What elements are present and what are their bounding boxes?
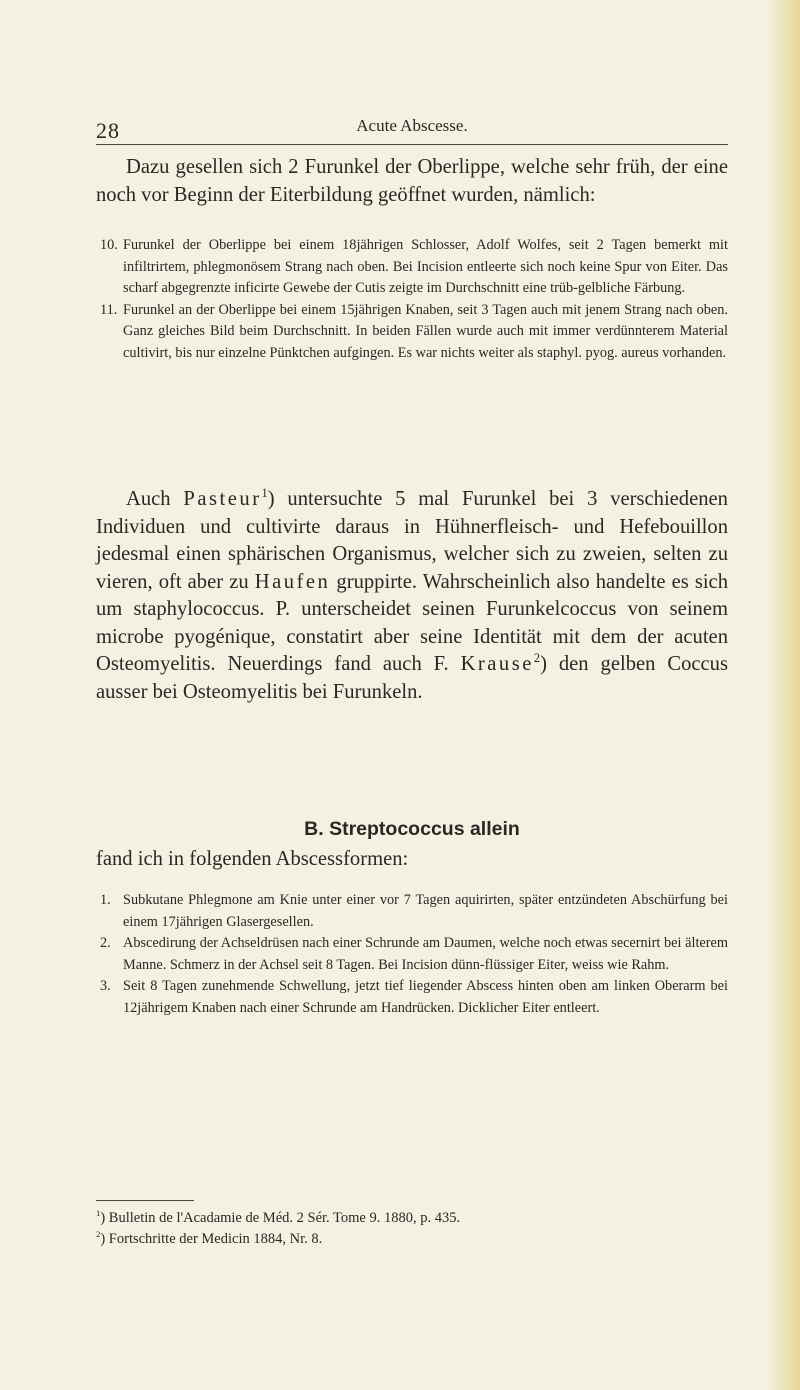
author-name: Krause xyxy=(460,653,534,675)
footnote xyxy=(96,1229,728,1250)
text-run: Auch xyxy=(126,488,184,510)
intro-paragraph: Dazu gesellen sich 2 Furunkel der Oberlippe, welche sehr früh, der eine noch vor Beginn der Eiterbildung geöffnet wurden, nämlich: xyxy=(96,156,728,206)
case-number: 2. xyxy=(100,935,111,952)
footnotes xyxy=(96,1208,728,1250)
case-number: 3. xyxy=(100,978,111,995)
list-item xyxy=(96,933,728,976)
footnote-mark: 2 xyxy=(96,1229,101,1240)
footnote-ref: 1 xyxy=(261,486,268,501)
footnote-text: ) Bulletin de l'Acadamie de Méd. 2 Sér. Tome 9. 1880, p. 435. xyxy=(100,1210,461,1226)
case-text: Furunkel an der Oberlippe bei einem 15jährigen Knaben, seit 3 Tagen auch mit jenem Strang nach oben. Ganz gleiches Bild beim Durchschnitt. In beiden Fällen wurde auch mit immer verdünnterem Material cultivirt, bis nur einzelne Pünktchen aufgingen. Es war nichts weiter als staphyl. pyog. aureus vorhanden. xyxy=(123,301,728,361)
case-list-b xyxy=(96,890,728,1020)
case-list-a xyxy=(96,235,728,365)
author-name: Pasteur xyxy=(183,488,262,510)
text-run: ) untersuchte 5 mal Furunkel bei 3 verschiedenen Individuen und cultivirte daraus in Hühnerfleisch- und Hefebouillon jedesmal einen sphärischen Organismus, welcher sich zu zweien, selten zu vieren, oft aber zu xyxy=(96,488,728,593)
case-text: Abscedirung der Achseldrüsen nach einer Schrunde am Daumen, welche noch etwas secernirt bei älterem Manne. Schmerz in der Achsel seit 8 Tagen. Bei Incision dünn-flüssiger Eiter, weiss wie Rahm. xyxy=(123,935,728,973)
list-item xyxy=(96,890,728,933)
page-header xyxy=(96,112,728,145)
list-item xyxy=(96,235,728,300)
page-edge xyxy=(766,0,800,1390)
page-number: 28 xyxy=(96,118,120,143)
emphasized-word: Haufen xyxy=(254,570,331,593)
section-intro: fand ich in folgenden Abscessformen: xyxy=(96,848,409,870)
case-number: 1. xyxy=(100,892,111,908)
footnote-ref: 2 xyxy=(533,651,541,666)
footnote-mark: 1 xyxy=(96,1208,101,1219)
running-head: Acute Abscesse. xyxy=(356,116,468,135)
list-item xyxy=(96,976,728,1019)
footnote xyxy=(96,1208,728,1229)
footnote-text: ) Fortschritte der Medicin 1884, Nr. 8. xyxy=(100,1231,323,1247)
section-heading: B. Streptococcus allein xyxy=(304,818,520,840)
text-run: gruppirte. Wahrscheinlich also handelte es sich um staphylococcus. P. unterscheidet seinen Furunkelcoccus von seinem microbe pyogénique, constatirt aber seine Identität mit dem der acuten Osteomyelitis. Neuerdings fand auch F. xyxy=(96,570,728,675)
case-number: 10. xyxy=(100,237,118,253)
case-number: 11. xyxy=(100,301,118,318)
footnote-divider xyxy=(96,1200,194,1201)
case-text: Seit 8 Tagen zunehmende Schwellung, jetzt tief liegender Abscess hinten oben am linken Oberarm bei 12jährigem Knaben nach einer Schrunde am Handrücken. Dicklicher Eiter entleert. xyxy=(123,978,728,1016)
case-text: Furunkel der Oberlippe bei einem 18jährigen Schlosser, Adolf Wolfes, seit 2 Tagen bemerkt mit infiltrirtem, phlegmonösem Strang nach oben. Bei Incision entleerte sich noch keine Spur von Eiter. Das scharf abgegrenzte inficirte Gewebe der Cutis zeigte im Durchschnitt eine trüb-gelbliche Färbung. xyxy=(123,237,728,297)
case-text: Subkutane Phlegmone am Knie unter einer vor 7 Tagen aquirirten, später entzündeten Abschürfung bei einem 17jährigen Glasergesellen. xyxy=(123,892,728,930)
pasteur-paragraph xyxy=(96,486,728,706)
text-run: ) den gelben Coccus ausser bei Osteomyelitis bei Furunkeln. xyxy=(96,653,728,703)
list-item xyxy=(96,300,728,365)
